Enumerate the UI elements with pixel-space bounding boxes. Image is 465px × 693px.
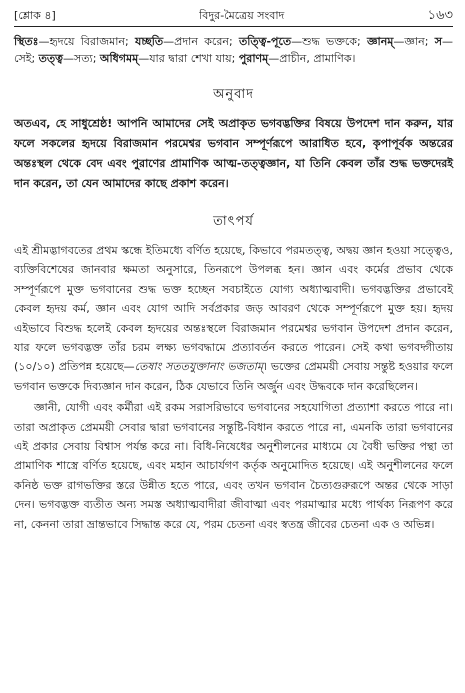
synonym-meaning: —যার দ্বারা শেখা যায়; — [138, 52, 239, 65]
synonym-meaning: —জ্ঞান; — [393, 35, 435, 48]
synonym-term: স্থিতঃ — [14, 35, 39, 48]
purport-text: এই শ্রীমদ্ভাগবতের প্রথম স্কন্ধে ইতিমধ্যে বর্ণিত হয়েছে, কিভাবে পরমতত্ত্ব, অদ্বয় জ্ঞান হওয়া সত্ত্বেও, ব্যক্তিবিশেষের জানবার ক্ষমতা অনুসারে, তিনরূপে উপলব্ধ হন। জ্ঞান এবং কর্মের প্রভাব থেকে সম্পূর্ণরূপে মুক্ত ভগবানের শুদ্ধ ভক্ত হচ্ছেন সবচাইতে যোগ্য অধ্যাত্মবাদী। ভগবদ্ভক্তির প্রভাবেই কেবল হৃদয় কর্ম, জ্ঞান এবং যোগ আদি সর্বপ্রকার জড় আবরণ থেকে সম্পূর্ণরূপে মুক্ত হয়। হৃদয় এইভাবে বিশুদ্ধ হলেই কেবল হৃদয়ের অন্তঃস্থলে বিরাজমান পরমেশ্বর ভগবান উপদেশ প্রদান করেন, যার ফলে ভগবদ্ভক্ত তাঁর চরম লক্ষ্য ভগবদ্ধামে প্রত্যাবর্তন করতে পারেন। সেই কথা ভগবদ্গীতায় (১০/১০) প্রতিপন্ন হয়েছে— — [14, 244, 453, 374]
purport-paragraph-1 — [14, 241, 453, 396]
synonym-meaning: —সেই; — [14, 35, 453, 65]
page-number: ১৬৩ — [427, 8, 453, 23]
synonyms — [14, 33, 453, 67]
synonym-meaning: —শুদ্ধ ভক্তকে; — [291, 35, 368, 48]
translation-text: অতএব, হে সাধুশ্রেষ্ঠ! আপনি আমাদের সেই অপ্রাকৃত ভগবদ্ভক্তির বিষয়ে উপদেশ দান করুন, যার ফলে সকলের হৃদয়ে বিরাজমান পরমেশ্বর ভগবান সম্পূর্ণরূপে আরাধিত হবে, কৃপাপূর্বক অন্তরের অন্তঃস্থল থেকে বেদ এবং পুরাণের প্রামাণিক আত্ম-তত্ত্বজ্ঞান, যা তিনি কেবল তাঁর শুদ্ধ ভক্তদেরই দান করেন, তা যেন আমাদের কাছে প্রকাশ করেন। — [14, 117, 453, 190]
purport-heading: তাৎপর্য — [213, 214, 254, 229]
synonym-term: তত্ত্বি-পূতে — [238, 35, 292, 48]
synonym-term: জ্ঞানম্ — [367, 35, 394, 48]
synonym-term: স — [434, 35, 442, 48]
translation-heading: অনুবাদ — [213, 87, 254, 102]
verse-reference: [শ্লোক ৪] — [14, 9, 56, 22]
running-header — [14, 6, 453, 24]
synonym-term: যচ্ছতি — [135, 35, 164, 48]
synonym-term: অধিগমম্ — [99, 52, 139, 65]
purport-text: । ভক্তের প্রেমময়ী সেবায় সন্তুষ্ট হওয়ার ফলে ভগবান ভক্তকে দিব্যজ্ঞান দান করেন, ঠিক যেভাবে তিনি অর্জুন এবং উদ্ধবকে দান করেছিলেন। — [14, 360, 454, 393]
synonym-meaning: —হৃদয়ে বিরাজমান; — [38, 35, 135, 48]
synonym-meaning: —সত্য; — [63, 52, 100, 65]
purport — [14, 241, 453, 534]
gita-quote: তেষাং সততযুক্তানাং ভজতাম্ — [134, 360, 264, 374]
synonym-meaning: —প্রাচীন, প্রামাণিক। — [268, 52, 356, 65]
synonym-term: তত্ত্ব — [38, 52, 63, 65]
purport-paragraph-2: জ্ঞানী, যোগী এবং কর্মীরা এই রকম সরাসরিভাবে ভগবানের সহযোগিতা প্রত্যাশা করতে পারে না। তারা অপ্রাকৃত প্রেমময়ী সেবার দ্বারা ভগবানের সন্তুষ্টি-বিধান করতে পারে না, এমনকি তারা ভগবানের এই প্রকার সেবায় বিশ্বাস পর্যন্ত করে না। বিধি-নিষেধের অনুশীলনের মাধ্যমে যে বৈধী ভক্তির পন্থা তা প্রামাণিক শাস্ত্রে বর্ণিত হয়েছে, এবং মহান আচার্যগণ কর্তৃক অনুমোদিত হয়েছে। এই অনুশীলনের ফলে কনিষ্ঠ ভক্ত রাগভক্তির স্তরে উন্নীত হতে পারে, এবং তখন ভগবান চৈত্যগুরুরূপে অন্তর থেকে সাড়া দেন। ভগবদ্ভক্ত ব্যতীত অন্য সমস্ত অধ্যাত্মবাদীরা জীবাত্মা এবং পরমাত্মার মধ্যে পার্থক্য নিরূপণ করে না, কেননা তারা ভ্রান্তভাবে সিদ্ধান্ত করে যে, পরম চেতনা এবং স্বতন্ত্র জীবের চেতনা এক ও অভিন্ন। — [14, 401, 453, 531]
synonym-meaning: —প্রদান করেন; — [163, 35, 239, 48]
header-rule — [14, 26, 453, 27]
synonym-term: পুরাণম্ — [238, 52, 269, 65]
chapter-title: বিদুর-মৈত্রেয় সংবাদ — [199, 9, 285, 22]
